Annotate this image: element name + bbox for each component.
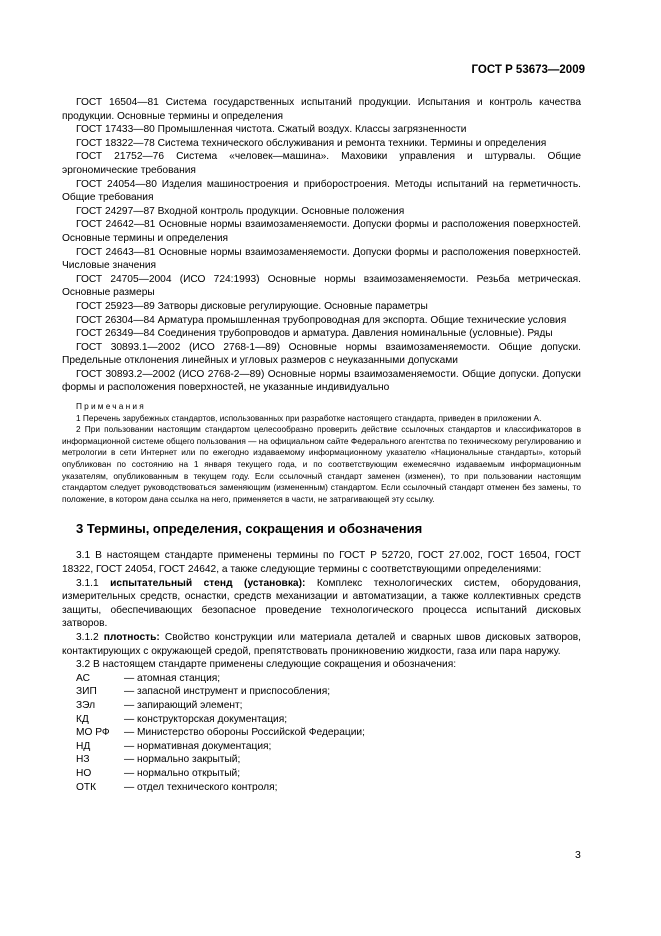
note-item: 1 Перечень зарубежных стандартов, использованных при разработке настоящего стандарта, приведен в приложении А. [76, 412, 542, 423]
reference-item: ГОСТ 24705—2004 (ИСО 724:1993) Основные нормы взаимозаменяемости. Резьба метрическая. Основные размеры [62, 273, 581, 299]
abbreviation: ЗЭл [76, 699, 96, 711]
page-number: 3 [575, 849, 581, 861]
abbreviation-row [62, 672, 581, 686]
abbreviation-meaning: — нормально закрытый; [124, 754, 241, 766]
abbreviation-row [62, 781, 581, 795]
reference-item: ГОСТ 24054—80 Изделия машиностроения и приборостроения. Методы испытаний на герметичность. Общие требования [62, 178, 581, 204]
abbreviation-meaning: — атомная станция; [124, 672, 221, 684]
reference-item: ГОСТ 30893.2—2002 (ИСО 2768-2—89) Основные нормы взаимозаменяемости. Общие допуски. Допуски формы и расположения поверхностей, не указанные индивидуально [62, 368, 581, 394]
abbreviation: НЗ [76, 754, 90, 766]
abbreviation: НД [76, 740, 91, 752]
abbreviation-row [62, 699, 581, 713]
notes-title: Примечания [76, 401, 146, 412]
reference-item: ГОСТ 21752—76 Система «человек—машина». Маховики управления и штурвалы. Общие эргономические требования [62, 151, 581, 176]
reference-item: ГОСТ 17433—80 Промышленная чистота. Сжатый воздух. Классы загрязненности [76, 124, 467, 136]
reference-item: ГОСТ 16504—81 Система государственных испытаний продукции. Испытания и контроль качества продукции. Основные термины и определения [62, 97, 581, 122]
term: плотность: [103, 631, 160, 643]
abbreviation: МО РФ [76, 727, 110, 739]
abbreviation-meaning: — отдел технического контроля; [124, 781, 278, 793]
paragraph-3-1-1 [62, 577, 581, 631]
reference-item: ГОСТ 26349—84 Соединения трубопроводов и арматура. Давления номинальные (условные). Ряды [76, 328, 553, 340]
abbreviation: АС [76, 672, 90, 684]
abbreviation-list [62, 672, 581, 794]
reference-item: ГОСТ 30893.1—2002 (ИСО 2768-1—89) Основные нормы взаимозаменяемости. Общие допуски. Предельные отклонения линейных и угловых размеров с неуказанными допусками [62, 341, 581, 367]
paragraph-3-1-2 [62, 631, 581, 658]
abbreviation-meaning: — конструкторская документация; [124, 713, 288, 725]
abbreviation-row [62, 713, 581, 727]
definition: Комплекс технологических систем, оборудования, измерительных средств, оснастки, средств механизации и автоматизации, а также коллективных средств защиты, обеспечивающих безопасное проведение технологического процесса испытаний дисковых затворов. [62, 577, 582, 630]
note-item: 2 При пользовании настоящим стандартом целесообразно проверить действие ссылочных стандартов и классификаторов в информационной системе общего пользования — на официальном сайте Федерального агентства по техническому регулированию и метрологии в сети Интернет или по ежегодно издаваемому информационному указателю «Национальные стандарты», который опубликован по состоянию на 1 января текущего года, и по соответствующим ежемесячно издаваемым информационным указателям, опубликованным в текущем году. Если ссылочный стандарт заменен (изменен), то при пользовании настоящим стандартом следует руководствоваться заменяющим (измененным) стандартом. Если ссылочный стандарт отменен без замены, то положение, в котором дана ссылка на него, применяется в части, не затрагивающей эту ссылку. [62, 424, 581, 504]
abbreviation-meaning: — нормально открытый; [124, 767, 241, 779]
abbreviation: ОТК [76, 781, 97, 793]
reference-item: ГОСТ 24643—81 Основные нормы взаимозаменяемости. Допуски формы и расположения поверхностей. Числовые значения [62, 246, 581, 272]
reference-item: ГОСТ 24297—87 Входной контроль продукции. Основные положения [76, 205, 405, 217]
abbreviation: НО [76, 767, 92, 779]
document-code-header: ГОСТ Р 53673—2009 [471, 64, 585, 76]
abbreviation-row [62, 726, 581, 740]
abbreviation-meaning: — нормативная документация; [124, 740, 272, 752]
section-heading: 3 Термины, определения, сокращения и обозначения [76, 521, 423, 537]
paragraph-3-2: 3.2 В настоящем стандарте применены следующие сокращения и обозначения: [76, 659, 457, 671]
abbreviation-meaning: — Министерство обороны Российской Федерации; [124, 727, 365, 739]
reference-item: ГОСТ 24642—81 Основные нормы взаимозаменяемости. Допуски формы и расположения поверхностей. Основные термины и определения [62, 219, 581, 244]
reference-item: ГОСТ 18322—78 Система технического обслуживания и ремонта техники. Термины и определения [76, 137, 547, 149]
paragraph-3-1: 3.1 В настоящем стандарте применены термины по ГОСТ Р 52720, ГОСТ 27.002, ГОСТ 16504, ГОСТ 18322, ГОСТ 24054, ГОСТ 24642, а также следующие термины с соответствующими определениями: [62, 550, 581, 575]
reference-list [62, 96, 581, 395]
document-body [62, 96, 581, 794]
reference-item: ГОСТ 26304—84 Арматура промышленная трубопроводная для экспорта. Общие технические условия [76, 314, 567, 326]
definition: Свойство конструкции или материала деталей и сварных швов дисковых затворов, контактирующих с окружающей средой, препятствовать проникновению жидкости, газа или пара наружу. [62, 631, 581, 657]
abbreviation: ЗИП [76, 686, 97, 698]
term: испытательный стенд (установка): [110, 577, 306, 589]
abbreviation-row [62, 685, 581, 699]
abbreviation-row [62, 753, 581, 767]
reference-item: ГОСТ 25923—89 Затворы дисковые регулирующие. Основные параметры [76, 300, 428, 312]
abbreviation-meaning: — запирающий элемент; [124, 699, 243, 711]
notes-block [62, 401, 581, 505]
clause-number: 3.1.1 [76, 577, 111, 589]
abbreviation-row [62, 767, 581, 781]
abbreviation-row [62, 740, 581, 754]
abbreviation: КД [76, 713, 89, 725]
abbreviation-meaning: — запасной инструмент и приспособления; [124, 686, 331, 698]
clause-number: 3.1.2 [76, 631, 104, 643]
